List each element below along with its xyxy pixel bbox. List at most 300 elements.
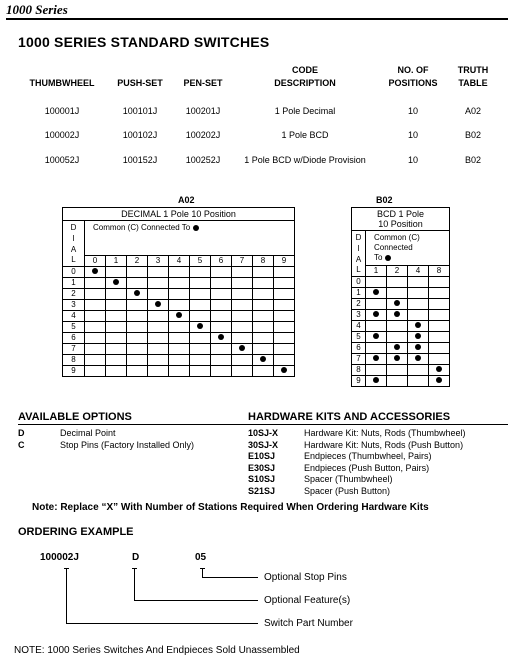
hardware-heading: HARDWARE KITS AND ACCESSORIES	[248, 411, 451, 423]
truth-cell	[148, 321, 169, 332]
truth-cell	[366, 353, 387, 364]
truth-cell	[169, 299, 190, 310]
column-header-line: THUMBWHEEL	[29, 78, 95, 88]
truth-table-grid	[62, 207, 295, 377]
column-number: 4	[169, 255, 190, 266]
table-row	[63, 277, 295, 288]
column-header-line: DESCRIPTION	[274, 78, 336, 88]
dial-number: 0	[352, 276, 366, 287]
table-row	[63, 321, 295, 332]
contact-dot-icon	[260, 356, 266, 362]
truth-cell	[408, 276, 429, 287]
table-cell: 100102J	[122, 130, 158, 140]
table-cell: 1 Pole BCD	[281, 130, 329, 140]
dial-letter: L	[352, 265, 366, 276]
column-number: 7	[232, 255, 253, 266]
series-title: 1000 Series	[6, 2, 68, 17]
contact-dot-icon	[373, 289, 379, 295]
column-header-line	[12, 64, 112, 77]
column-number: 0	[85, 255, 106, 266]
truth-cell	[211, 332, 232, 343]
column-number: 1	[106, 255, 127, 266]
table-row	[352, 309, 450, 320]
truth-cell	[190, 321, 211, 332]
truth-cell	[211, 354, 232, 365]
truth-cell	[253, 266, 274, 277]
column-header-line: POSITIONS	[388, 78, 438, 88]
table-cell: 1 Pole Decimal	[274, 106, 336, 116]
dial-number: 6	[63, 332, 85, 343]
truth-cell	[429, 364, 450, 375]
truth-cell	[148, 266, 169, 277]
truth-cell	[85, 343, 106, 354]
truth-cell	[211, 277, 232, 288]
truth-cell	[85, 299, 106, 310]
truth-cell	[148, 332, 169, 343]
truth-cell	[169, 288, 190, 299]
truth-cell	[366, 342, 387, 353]
truth-cell	[148, 365, 169, 376]
truth-cell	[366, 364, 387, 375]
table-cell: 100002J	[44, 130, 80, 140]
truth-cell	[366, 309, 387, 320]
table-row	[352, 331, 450, 342]
truth-cell	[253, 277, 274, 288]
truth-cell	[408, 320, 429, 331]
table-row	[352, 287, 450, 298]
truth-cell	[387, 353, 408, 364]
table-row	[63, 288, 295, 299]
truth-cell	[366, 298, 387, 309]
contact-dot-icon	[394, 311, 400, 317]
label-feature: Optional Feature(s)	[264, 595, 351, 606]
truth-cell	[232, 277, 253, 288]
truth-cell	[387, 364, 408, 375]
dial-letter: A	[70, 245, 77, 254]
truth-cell	[148, 354, 169, 365]
contact-dot-icon	[415, 322, 421, 328]
truth-cell	[387, 320, 408, 331]
truth-cell	[85, 321, 106, 332]
hardware-code: 30SJ-X	[248, 439, 279, 450]
dial-letter: A	[355, 255, 362, 264]
table-cell: 1 Pole BCD w/Diode Provision	[244, 155, 366, 165]
truth-cell	[190, 277, 211, 288]
table-row	[352, 276, 450, 287]
dial-number: 8	[63, 354, 85, 365]
table-row	[63, 332, 295, 343]
column-header	[12, 64, 112, 90]
contact-dot-icon	[373, 333, 379, 339]
truth-cell	[274, 354, 295, 365]
hardware-description: Spacer (Push Button)	[304, 485, 391, 496]
column-number: 8	[429, 265, 450, 276]
column-header	[230, 64, 380, 90]
feature-leader-v	[134, 568, 135, 601]
truth-cell	[366, 287, 387, 298]
truth-cell	[274, 343, 295, 354]
contact-dot-icon	[373, 377, 379, 383]
truth-cell	[366, 320, 387, 331]
column-header-line: NO. OF	[397, 65, 429, 75]
contact-dot-icon	[218, 334, 224, 340]
column-number: 6	[211, 255, 232, 266]
truth-cell	[387, 276, 408, 287]
table-cell: 10	[407, 130, 418, 140]
part-leader-h	[66, 623, 258, 624]
truth-cell	[85, 266, 106, 277]
table-row	[352, 353, 450, 364]
truth-cell	[253, 332, 274, 343]
column-header	[378, 64, 448, 90]
column-number: 1	[366, 265, 387, 276]
hardware-description: Hardware Kit: Nuts, Rods (Thumbwheel)	[304, 428, 466, 438]
contact-dot-icon	[373, 311, 379, 317]
column-header-line: PEN-SET	[183, 78, 223, 88]
hardware-code: S21SJ	[248, 485, 276, 496]
dial-number: 4	[352, 320, 366, 331]
truth-cell	[127, 288, 148, 299]
hardware-code: 10SJ-X	[248, 428, 279, 438]
truth-cell	[106, 332, 127, 343]
truth-cell	[106, 343, 127, 354]
truth-title-line: DECIMAL 1 Pole 10 Position	[121, 209, 236, 219]
truth-cell	[190, 288, 211, 299]
truth-cell	[366, 331, 387, 342]
table-row	[63, 310, 295, 321]
hardware-code: E10SJ	[248, 451, 276, 461]
truth-cell	[366, 375, 387, 386]
contact-dot-icon	[92, 268, 98, 274]
table-row	[352, 298, 450, 309]
truth-cell	[148, 299, 169, 310]
dial-number: 3	[352, 309, 366, 320]
truth-table-title	[352, 208, 450, 231]
truth-cell	[211, 299, 232, 310]
truth-cell	[127, 310, 148, 321]
truth-cell	[253, 365, 274, 376]
truth-cell	[127, 332, 148, 343]
table-row	[352, 342, 450, 353]
dial-label	[63, 221, 85, 256]
truth-cell	[387, 342, 408, 353]
truth-cell	[190, 310, 211, 321]
column-number: 9	[274, 255, 295, 266]
dial-number: 5	[63, 321, 85, 332]
ordering-feature: D	[132, 552, 140, 563]
dial-number: 6	[352, 342, 366, 353]
dial-number: 9	[63, 365, 85, 376]
option-code: D	[18, 428, 25, 438]
truth-cell	[232, 332, 253, 343]
truth-table-grid	[351, 207, 450, 387]
table-cell: 100152J	[122, 155, 158, 165]
option-code: C	[18, 439, 25, 450]
truth-cell	[85, 332, 106, 343]
table-cell: 100101J	[122, 106, 158, 116]
truth-cell	[429, 375, 450, 386]
truth-cell	[211, 321, 232, 332]
truth-cell	[253, 299, 274, 310]
b02-label: B02	[376, 195, 393, 205]
truth-cell	[169, 310, 190, 321]
column-header	[168, 64, 238, 90]
truth-cell	[232, 354, 253, 365]
column-number: 2	[127, 255, 148, 266]
truth-cell	[106, 277, 127, 288]
truth-cell	[169, 354, 190, 365]
table-row	[63, 266, 295, 277]
dial-number: 4	[63, 310, 85, 321]
truth-cell	[429, 331, 450, 342]
hardware-description: Hardware Kit: Nuts, Rods (Push Button)	[304, 439, 464, 450]
dial-letter: D	[355, 233, 362, 242]
truth-cell	[387, 331, 408, 342]
table-cell: 10	[407, 155, 418, 165]
dial-number: 3	[63, 299, 85, 310]
truth-cell	[253, 354, 274, 365]
truth-cell	[408, 375, 429, 386]
contact-dot-icon	[197, 323, 203, 329]
truth-cell	[85, 354, 106, 365]
common-text: To	[374, 253, 383, 262]
truth-cell	[274, 310, 295, 321]
truth-cell	[169, 343, 190, 354]
part-leader-v	[66, 568, 67, 624]
table-cell: 100001J	[44, 106, 80, 116]
truth-cell	[106, 288, 127, 299]
truth-cell	[106, 266, 127, 277]
a02-label: A02	[178, 195, 195, 205]
column-header-line: TABLE	[458, 78, 488, 88]
contact-dot-icon	[155, 301, 161, 307]
contact-dot-icon	[394, 344, 400, 350]
column-number: 4	[408, 265, 429, 276]
feature-leader-h	[134, 600, 258, 601]
label-stop-pins: Optional Stop Pins	[264, 572, 347, 583]
column-header-line: PUSH-SET	[117, 78, 163, 88]
truth-cell	[190, 299, 211, 310]
truth-cell	[408, 331, 429, 342]
table-row	[352, 320, 450, 331]
table-row	[352, 364, 450, 375]
truth-cell	[429, 309, 450, 320]
truth-cell	[232, 365, 253, 376]
contact-dot-icon	[113, 279, 119, 285]
truth-cell	[85, 277, 106, 288]
page-title: 1000 SERIES STANDARD SWITCHES	[18, 34, 270, 50]
hardware-description: Endpieces (Thumbwheel, Pairs)	[304, 451, 432, 461]
truth-cell	[106, 354, 127, 365]
truth-cell	[190, 354, 211, 365]
table-row	[63, 299, 295, 310]
truth-cell	[274, 365, 295, 376]
contact-dot-icon	[373, 355, 379, 361]
column-header-line	[168, 64, 238, 77]
truth-cell	[169, 277, 190, 288]
section-rule	[18, 424, 508, 425]
dial-letter: L	[63, 255, 85, 266]
table-row	[63, 354, 295, 365]
hardware-description: Endpieces (Push Button, Pairs)	[304, 462, 430, 473]
truth-cell	[274, 288, 295, 299]
truth-cell	[408, 342, 429, 353]
truth-cell	[127, 354, 148, 365]
truth-cell	[190, 266, 211, 277]
truth-cell	[232, 321, 253, 332]
truth-cell	[148, 310, 169, 321]
truth-cell	[429, 342, 450, 353]
contact-dot-icon	[134, 290, 140, 296]
table-cell: B02	[464, 130, 481, 140]
contact-dot-icon	[415, 344, 421, 350]
truth-cell	[106, 299, 127, 310]
truth-cell	[127, 365, 148, 376]
common-dot-icon	[385, 255, 391, 261]
common-label	[85, 221, 295, 256]
common-text: Connected	[374, 243, 413, 252]
truth-cell	[85, 310, 106, 321]
ordering-heading: ORDERING EXAMPLE	[18, 526, 134, 538]
truth-cell	[408, 353, 429, 364]
hardware-code: S10SJ	[248, 474, 276, 484]
option-description: Decimal Point	[60, 428, 116, 438]
truth-cell	[253, 310, 274, 321]
hardware-code: E30SJ	[248, 462, 276, 473]
common-text: Common (C)	[374, 233, 420, 242]
truth-cell	[274, 299, 295, 310]
option-description: Stop Pins (Factory Installed Only)	[60, 439, 195, 450]
column-number: 3	[148, 255, 169, 266]
truth-cell	[127, 277, 148, 288]
contact-dot-icon	[394, 355, 400, 361]
dial-number: 0	[63, 266, 85, 277]
truth-cell	[387, 287, 408, 298]
label-part-number: Switch Part Number	[264, 618, 353, 629]
table-cell: 100201J	[185, 106, 221, 116]
truth-cell	[190, 365, 211, 376]
table-row	[63, 365, 295, 376]
truth-title-line: BCD 1 Pole	[376, 209, 425, 219]
truth-cell	[211, 310, 232, 321]
truth-cell	[190, 332, 211, 343]
truth-cell	[106, 321, 127, 332]
truth-title-line: 10 Position	[378, 219, 423, 229]
footer-note: NOTE: 1000 Series Switches And Endpieces Sold Unassembled	[14, 645, 300, 656]
truth-cell	[429, 320, 450, 331]
column-header	[448, 64, 498, 90]
contact-dot-icon	[415, 333, 421, 339]
truth-cell	[274, 266, 295, 277]
dial-number: 2	[63, 288, 85, 299]
truth-cell	[169, 266, 190, 277]
truth-cell	[232, 310, 253, 321]
contact-dot-icon	[415, 355, 421, 361]
table-cell: 100252J	[185, 155, 221, 165]
common-dot-icon	[193, 225, 199, 231]
truth-cell	[253, 288, 274, 299]
table-row	[63, 343, 295, 354]
truth-cell	[148, 288, 169, 299]
truth-cell	[211, 343, 232, 354]
column-number: 5	[190, 255, 211, 266]
truth-cell	[429, 353, 450, 364]
truth-cell	[387, 309, 408, 320]
column-number: 2	[387, 265, 408, 276]
contact-dot-icon	[436, 377, 442, 383]
truth-cell	[169, 321, 190, 332]
truth-cell	[274, 277, 295, 288]
truth-cell	[387, 298, 408, 309]
truth-cell	[232, 288, 253, 299]
dial-number: 5	[352, 331, 366, 342]
truth-cell	[274, 332, 295, 343]
truth-cell	[211, 288, 232, 299]
options-heading: AVAILABLE OPTIONS	[18, 411, 132, 423]
truth-cell	[85, 288, 106, 299]
ordering-part: 100002J	[40, 552, 79, 563]
truth-cell	[429, 276, 450, 287]
contact-dot-icon	[239, 345, 245, 351]
dial-letter: D	[70, 223, 77, 232]
contact-dot-icon	[176, 312, 182, 318]
truth-cell	[232, 343, 253, 354]
stop-leader-h	[202, 577, 258, 578]
column-header-line: CODE	[291, 65, 318, 75]
truth-cell	[127, 343, 148, 354]
truth-cell	[253, 321, 274, 332]
table-cell: 10	[407, 106, 418, 116]
truth-cell	[274, 321, 295, 332]
table-cell: 100052J	[44, 155, 80, 165]
column-header-line	[105, 64, 175, 77]
truth-cell	[127, 299, 148, 310]
truth-cell	[232, 299, 253, 310]
ordering-stop: 05	[195, 552, 207, 563]
truth-cell	[148, 277, 169, 288]
truth-cell	[408, 298, 429, 309]
common-text: Common (C) Connected To	[93, 223, 191, 232]
dial-number: 2	[352, 298, 366, 309]
truth-cell	[253, 343, 274, 354]
truth-cell	[106, 310, 127, 321]
contact-dot-icon	[394, 300, 400, 306]
truth-cell	[211, 266, 232, 277]
dial-number: 7	[63, 343, 85, 354]
common-label	[366, 231, 450, 266]
truth-cell	[211, 365, 232, 376]
dial-number: 1	[352, 287, 366, 298]
column-header	[105, 64, 175, 90]
table-cell: B02	[464, 155, 481, 165]
contact-dot-icon	[436, 366, 442, 372]
truth-cell	[408, 287, 429, 298]
truth-cell	[408, 364, 429, 375]
dial-number: 8	[352, 364, 366, 375]
column-number: 8	[253, 255, 274, 266]
truth-cell	[106, 365, 127, 376]
truth-cell	[190, 343, 211, 354]
truth-cell	[366, 276, 387, 287]
table-row	[352, 375, 450, 386]
hardware-description: Spacer (Thumbwheel)	[304, 474, 393, 484]
table-cell: 100202J	[185, 130, 221, 140]
truth-table-title	[63, 208, 295, 221]
table-cell: A02	[464, 106, 481, 116]
truth-cell	[85, 365, 106, 376]
truth-cell	[148, 343, 169, 354]
truth-cell	[387, 375, 408, 386]
